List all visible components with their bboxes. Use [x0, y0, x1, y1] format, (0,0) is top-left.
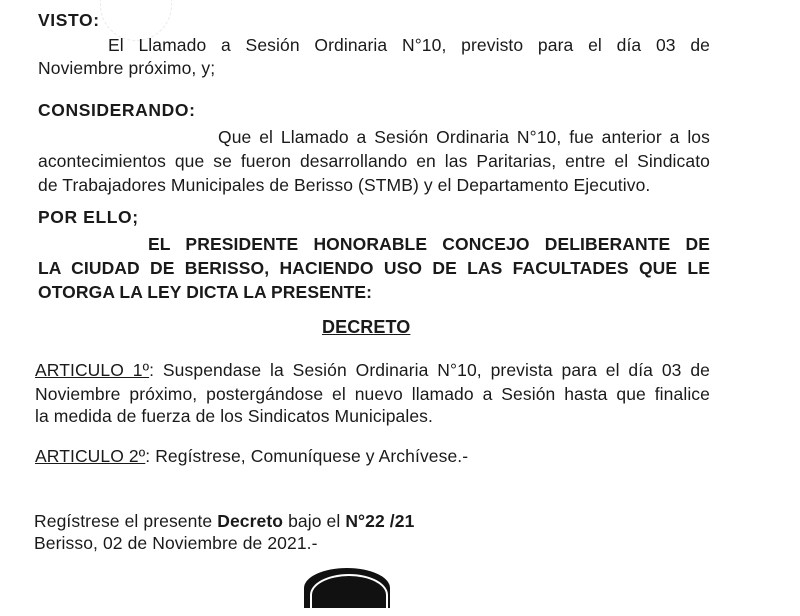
decreto-number: N°22 /21	[345, 511, 415, 531]
articulo-1-text: : Suspendase la Sesión Ordinaria N°10, prevista para el día 03 de	[149, 360, 710, 380]
visto-line-2: Noviembre próximo, y;	[38, 58, 216, 78]
articulo-1-label: ARTICULO 1º	[35, 360, 150, 380]
considerando-line-1: Que el Llamado a Sesión Ordinaria N°10, fue anterior a los	[218, 127, 710, 147]
registro-line	[34, 509, 414, 533]
considerando-heading: CONSIDERANDO:	[38, 100, 196, 120]
registro-prefix: Regístrese el presente	[34, 511, 218, 531]
por-ello-heading: POR ELLO;	[38, 207, 139, 227]
articulo-2-label: ARTICULO 2º	[35, 446, 146, 466]
articulo-2	[35, 444, 468, 468]
articulo-1-line-2: Noviembre próximo, postergándose el nuevo llamado a Sesión hasta que finalice	[35, 384, 710, 404]
visto-heading: VISTO:	[38, 10, 100, 30]
por-ello-line-1: EL PRESIDENTE HONORABLE CONCEJO DELIBERANTE DE	[148, 234, 710, 254]
place-date: Berisso, 02 de Noviembre de 2021.-	[34, 533, 318, 553]
articulo-1-line-3: la medida de fuerza de los Sindicatos Municipales.	[35, 406, 433, 426]
por-ello-line-3: OTORGA LA LEY DICTA LA PRESENTE:	[38, 282, 373, 302]
articulo-1-line-1	[35, 358, 710, 382]
considerando-line-2: acontecimientos que se fueron desarrollando en las Paritarias, entre el Sindicato	[38, 151, 710, 171]
considerando-line-3: de Trabajadores Municipales de Berisso (STMB) y el Departamento Ejecutivo.	[38, 175, 651, 195]
registro-decreto-word: Decreto	[217, 511, 284, 531]
registro-middle: bajo el	[283, 511, 346, 531]
decreto-title: DECRETO	[322, 317, 411, 337]
seal-stamp	[304, 568, 390, 608]
articulo-2-text: : Regístrese, Comuníquese y Archívese.-	[145, 446, 469, 466]
visto-line-1: El Llamado a Sesión Ordinaria N°10, previsto para el día 03 de	[108, 35, 710, 55]
por-ello-line-2: LA CIUDAD DE BERISSO, HACIENDO USO DE LAS FACULTADES QUE LE	[38, 258, 710, 278]
